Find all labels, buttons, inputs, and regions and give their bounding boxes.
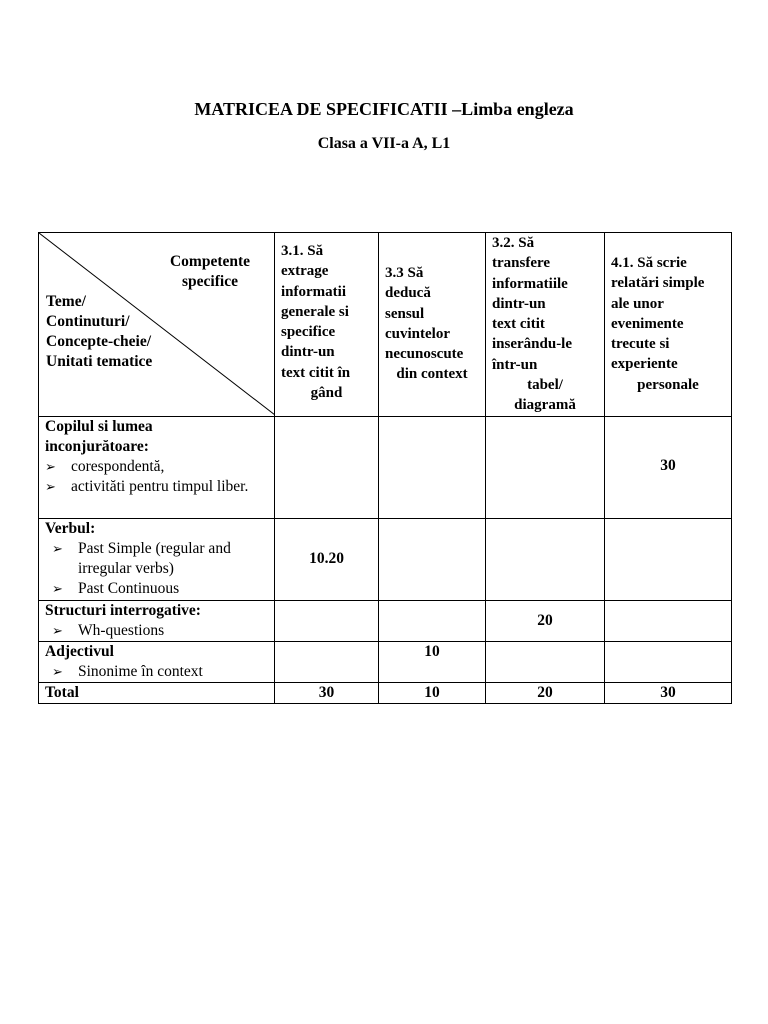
total-value: 20 (486, 682, 605, 703)
corner-line: Continuturi/ (46, 313, 130, 330)
comp-line: 3.2. Să (492, 235, 535, 251)
corner-line: Teme/ (46, 293, 86, 310)
specification-matrix (38, 232, 732, 704)
value-cell (486, 518, 605, 600)
list-item (45, 457, 268, 477)
comp-line: trecute si (611, 336, 670, 353)
list-item-text: activităti pentru timpul liber. (71, 477, 249, 495)
theme-title: Copilul si lumea (45, 417, 153, 435)
bullet-list (45, 621, 268, 641)
comp-line: deducă (385, 285, 431, 302)
comp-line: necunoscute (385, 346, 464, 363)
comp-line: specifice (281, 324, 336, 341)
value-cell (379, 416, 486, 518)
list-item (45, 477, 268, 497)
theme-cell (39, 416, 275, 518)
comp-line: 4.1. Să scrie (611, 255, 687, 271)
competence-4-1 (605, 233, 732, 417)
document-subtitle: Clasa a VII-a A, L1 (317, 135, 451, 152)
theme-row (39, 641, 732, 682)
comp-line: cuvintelor (385, 325, 450, 342)
list-item (52, 579, 268, 599)
teme-label (46, 292, 152, 372)
theme-cell (39, 641, 275, 682)
list-item-text: corespondentă, (71, 457, 165, 475)
arrow-bullet-icon: ➢ (45, 478, 56, 494)
total-value: 10 (379, 682, 486, 703)
list-item (52, 662, 268, 682)
comp-line: 3.1. Să (281, 243, 324, 259)
corner-cell (39, 233, 275, 417)
total-value: 30 (605, 682, 732, 703)
value-cell: 10 (379, 641, 486, 682)
value-cell (486, 641, 605, 682)
comp-line: experiente (611, 356, 678, 373)
arrow-bullet-icon: ➢ (52, 540, 63, 556)
comp-line: 3.3 Să (385, 265, 424, 281)
header-row (39, 233, 732, 417)
bullet-list (45, 539, 268, 599)
theme-title: Adjectivul (45, 642, 114, 660)
theme-row (39, 518, 732, 600)
list-item-text: Wh-questions (78, 621, 165, 639)
value-cell (605, 518, 732, 600)
list-item (52, 621, 268, 641)
theme-title: inconjurătoare: (45, 437, 149, 455)
value-cell (275, 416, 379, 518)
list-item-text: Past Simple (regular and irregular verbs) (78, 539, 231, 577)
arrow-bullet-icon: ➢ (45, 458, 56, 474)
corner-line: Concepte-cheie/ (46, 333, 152, 350)
document-title: MATRICEA DE SPECIFICATII –Limba engleza (194, 99, 574, 119)
value-cell (275, 641, 379, 682)
arrow-bullet-icon: ➢ (52, 663, 63, 679)
comp-line: informatiile (492, 275, 568, 292)
comp-line: extrage (281, 263, 329, 280)
comp-line: gând (310, 385, 343, 402)
comp-line: generale si (281, 303, 349, 320)
list-item-text: Sinonime în context (78, 662, 203, 680)
comp-line: într-un (492, 356, 538, 373)
comp-line: dintr-un (281, 344, 335, 361)
value-cell: 30 (605, 416, 732, 518)
value-cell (379, 518, 486, 600)
corner-line: Unitati tematice (46, 353, 153, 370)
comp-line: din context (396, 366, 468, 383)
value-cell: 20 (486, 600, 605, 641)
bullet-list (45, 457, 268, 497)
comp-line: evenimente (611, 315, 684, 332)
value-cell: 10.20 (275, 518, 379, 600)
comp-line: sensul (385, 305, 425, 322)
comp-line: dintr-un (492, 295, 546, 312)
list-item-text: Past Continuous (78, 579, 180, 597)
total-row (39, 682, 732, 703)
comp-line: inserându-le (492, 336, 573, 353)
competente-label: Competente specifice (169, 253, 251, 290)
total-value: 30 (275, 682, 379, 703)
competence-3-3 (379, 233, 486, 417)
comp-line: informatii (281, 283, 346, 300)
competence-3-2 (486, 233, 605, 417)
theme-cell (39, 600, 275, 641)
theme-title: Structuri interrogative: (45, 601, 201, 619)
arrow-bullet-icon: ➢ (52, 580, 63, 596)
theme-row (39, 600, 732, 641)
value-cell (275, 600, 379, 641)
list-item (52, 539, 268, 579)
comp-line: tabel/ (527, 377, 563, 394)
comp-line: diagramă (514, 397, 576, 414)
value-cell (605, 600, 732, 641)
bullet-list (45, 662, 268, 682)
comp-line: transfere (492, 255, 551, 272)
comp-line: text citit (492, 316, 545, 333)
value-cell (379, 600, 486, 641)
theme-row (39, 416, 732, 518)
comp-line: personale (637, 376, 699, 393)
theme-cell (39, 518, 275, 600)
value-cell (486, 416, 605, 518)
comp-line: ale unor (611, 295, 664, 312)
comp-line: text citit în (281, 364, 351, 381)
theme-title: Verbul: (45, 519, 96, 537)
total-label: Total (39, 682, 275, 703)
value-cell (605, 641, 732, 682)
comp-line: relatări simple (611, 275, 705, 292)
competence-3-1 (275, 233, 379, 417)
arrow-bullet-icon: ➢ (52, 622, 63, 638)
